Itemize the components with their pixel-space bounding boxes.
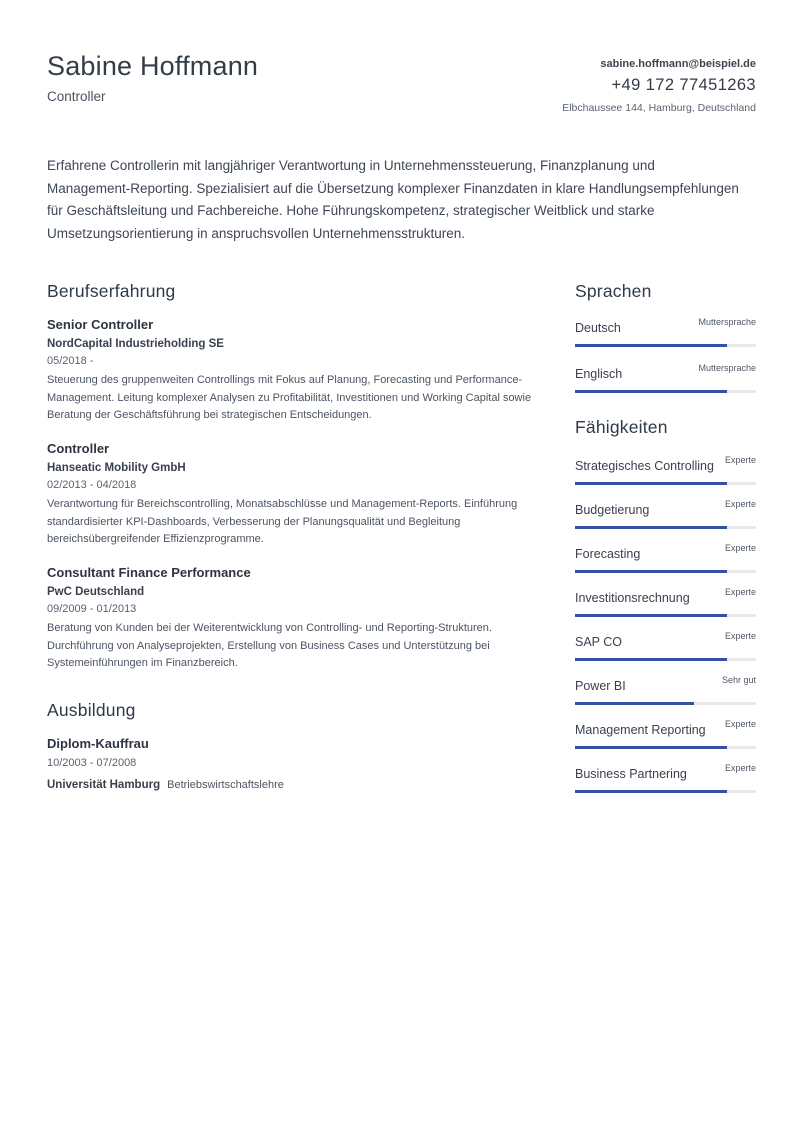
language-level: Muttersprache [698, 363, 756, 374]
education-institution: Universität Hamburg [47, 778, 161, 791]
education-field: Betriebswirtschaftslehre [167, 778, 284, 791]
skill-level: Experte [724, 763, 756, 774]
language-item [575, 363, 756, 393]
job-title: Consultant Finance Performance [47, 565, 251, 581]
job-company: NordCapital Industrieholding SE [47, 338, 224, 351]
person-job-title: Controller [47, 88, 106, 104]
skill-bar-track [575, 746, 756, 749]
resume-header [47, 52, 756, 114]
skill-row [575, 543, 756, 562]
section-experience [47, 281, 539, 672]
job-company: PwC Deutschland [47, 586, 145, 599]
language-item [575, 317, 756, 347]
skill-item [575, 543, 756, 573]
skill-name: Forecasting [575, 547, 641, 562]
language-row [575, 363, 756, 382]
language-bar-fill [575, 390, 727, 393]
content-columns [47, 281, 756, 807]
skill-bar-fill [575, 790, 727, 793]
skill-name: Budgetierung [575, 503, 650, 518]
education-school-line [47, 775, 539, 793]
education-heading: Ausbildung [47, 699, 136, 720]
education-entry [47, 736, 539, 793]
contact-block [562, 52, 756, 114]
skill-name: Investitionsrechnung [575, 591, 690, 606]
skill-bar-fill [575, 482, 727, 485]
skill-level: Experte [724, 499, 756, 510]
identity-block [47, 52, 258, 104]
skill-level: Experte [724, 587, 756, 598]
skill-bar-fill [575, 702, 694, 705]
skill-row [575, 455, 756, 474]
contact-email: sabine.hoffmann@beispiel.de [600, 58, 756, 70]
job-company: Hanseatic Mobility GmbH [47, 462, 186, 475]
skill-bar-fill [575, 658, 727, 661]
job-description: Steuerung des gruppenweiten Controllings mit Fokus auf Planung, Forecasting und Performance-Management. Leitung komplexer Analysen zu Profitabilität, Investitionen und Working Capital sowie Beratung der Geschäftsführung bei strategischen Entscheidungen. [47, 374, 532, 421]
experience-heading: Berufserfahrung [47, 281, 176, 302]
skill-item [575, 719, 756, 749]
skill-bar-fill [575, 746, 727, 749]
job-entry [47, 441, 539, 548]
skill-row [575, 675, 756, 694]
left-column [47, 281, 539, 807]
skill-level: Experte [724, 719, 756, 730]
skill-item [575, 587, 756, 617]
language-level: Muttersprache [698, 317, 756, 328]
job-dates: 09/2009 - 01/2013 [47, 603, 137, 616]
section-skills [575, 417, 756, 793]
language-bar-track [575, 390, 756, 393]
skill-bar-track [575, 526, 756, 529]
skill-name: Management Reporting [575, 723, 706, 738]
skill-bar-track [575, 658, 756, 661]
skill-name: Power BI [575, 679, 626, 694]
skill-item [575, 675, 756, 705]
job-entry [47, 317, 539, 424]
language-bar-track [575, 344, 756, 347]
skill-row [575, 631, 756, 650]
skill-level: Sehr gut [721, 675, 756, 686]
skill-bar-fill [575, 570, 727, 573]
skill-name: Business Partnering [575, 767, 687, 782]
skill-item [575, 763, 756, 793]
profile-summary: Erfahrene Controllerin mit langjähriger Verantwortung in Unternehmenssteuerung, Finanzplanung und Management-Reporting. Spezialisiert auf die Übersetzung komplexer Finanzdaten in klare Handlungsempfehlungen für Geschäftsleitung und Fachbereiche. Hohe Führungskompetenz, strategischer Weitblick und starke Umsetzungsorientierung in anspruchsvollen Unternehmensstrukturen. [47, 158, 739, 241]
skill-row [575, 587, 756, 606]
skill-bar-fill [575, 526, 727, 529]
job-dates: 05/2018 - [47, 355, 94, 368]
job-entry [47, 565, 539, 672]
skill-name: SAP CO [575, 635, 623, 650]
education-dates: 10/2003 - 07/2008 [47, 756, 137, 769]
skill-row [575, 719, 756, 738]
skill-name: Strategisches Controlling [575, 459, 714, 474]
language-row [575, 317, 756, 336]
job-description: Verantwortung für Bereichscontrolling, Monatsabschlüsse und Management-Reports. Einführung standardisierter KPI-Dashboards, Verbesserung der Planungsqualität und Begleitung bereichsübergreifender Effizienzprogramme. [47, 498, 518, 545]
section-education [47, 700, 539, 793]
skill-bar-fill [575, 614, 727, 617]
skill-item [575, 455, 756, 485]
skill-level: Experte [724, 543, 756, 554]
job-description: Beratung von Kunden bei der Weiterentwicklung von Controlling- und Reporting-Strukturen. Durchführung von Analyseprojekten, Erstellung von Business Cases und Unterstützung bei Systemeinführungen im Finanzbereich. [47, 622, 492, 670]
skill-row [575, 499, 756, 518]
right-column [575, 281, 756, 807]
skill-bar-track [575, 570, 756, 573]
skill-row [575, 763, 756, 782]
skill-item [575, 631, 756, 661]
skill-bar-track [575, 614, 756, 617]
job-title: Controller [47, 441, 110, 457]
skill-level: Experte [724, 631, 756, 642]
skill-item [575, 499, 756, 529]
education-degree: Diplom-Kauffrau [47, 735, 149, 751]
language-name: Deutsch [575, 321, 621, 336]
languages-heading: Sprachen [575, 281, 652, 302]
skills-heading: Fähigkeiten [575, 417, 668, 438]
skill-bar-track [575, 482, 756, 485]
skill-bar-track [575, 790, 756, 793]
skill-level: Experte [724, 455, 756, 466]
skill-bar-track [575, 702, 756, 705]
language-name: Englisch [575, 367, 623, 382]
job-title: Senior Controller [47, 317, 154, 333]
contact-address: Elbchaussee 144, Hamburg, Deutschland [562, 102, 756, 114]
person-name: Sabine Hoffmann [47, 51, 259, 81]
job-dates: 02/2013 - 04/2018 [47, 479, 137, 492]
contact-phone: +49 172 77451263 [611, 76, 756, 94]
language-bar-fill [575, 344, 727, 347]
section-languages [575, 281, 756, 393]
